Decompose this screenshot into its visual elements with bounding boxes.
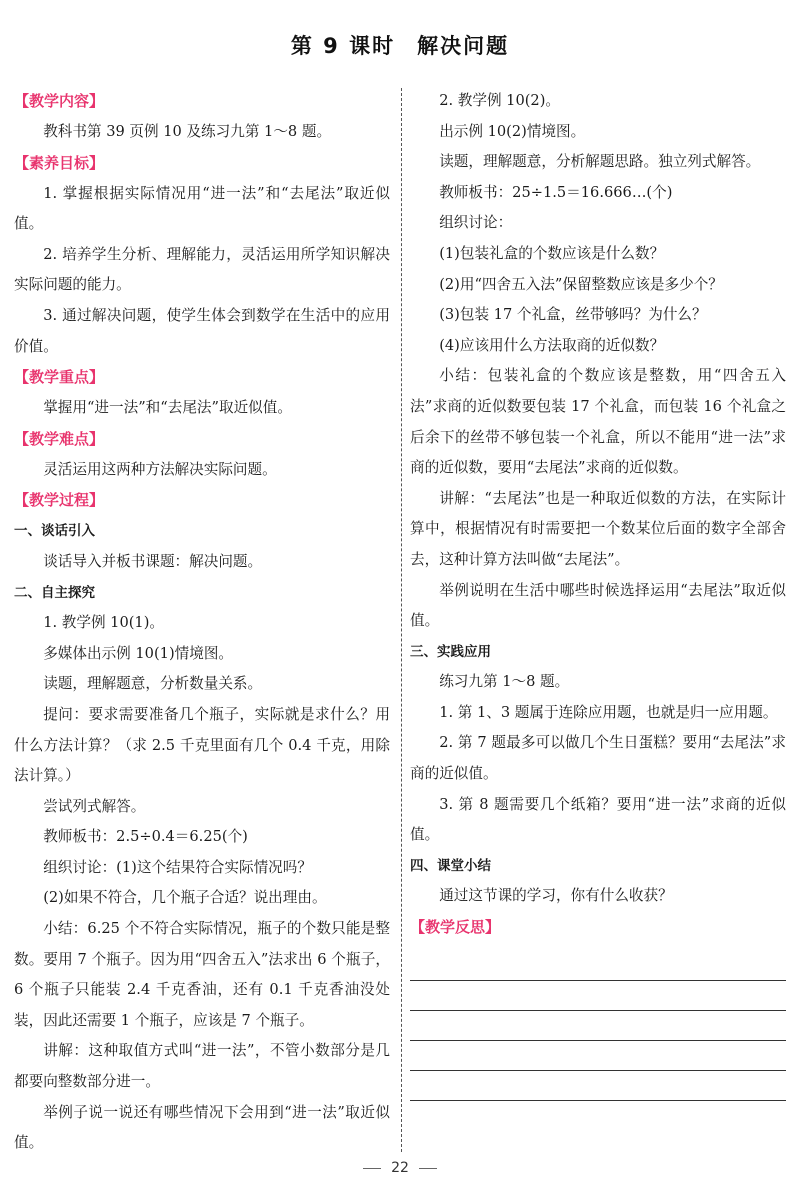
column-divider <box>401 88 402 1152</box>
subheading-explore: 二、自主探究 <box>14 584 95 601</box>
section-heading-reflection: 【教学反思】 <box>410 918 501 937</box>
goal-item: 2. 培养学生分析、理解能力，灵活运用所学知识解决实际问题的能力。 <box>14 245 390 294</box>
paragraph: (3)包装 17 个礼盒，丝带够吗？为什么？ <box>439 306 707 324</box>
paragraph: 讲解：这种取值方式叫“进一法”，不管小数部分是几都要向整数部分进一。 <box>14 1042 390 1091</box>
difficulties-text: 灵活运用这两种方法解决实际问题。 <box>43 460 277 478</box>
writing-line <box>410 1041 786 1071</box>
paragraph: 3. 第 8 题需要几个纸箱？要用“进一法”求商的近似值。 <box>410 795 786 844</box>
content-text: 教科书第 39 页例 10 及练习九第 1～8 题。 <box>43 123 332 140</box>
paragraph: 教师板书：25÷1.5＝16.666…(个) <box>439 183 673 201</box>
section-heading-difficulties: 【教学难点】 <box>14 429 105 448</box>
section-heading-key-points: 【教学重点】 <box>14 368 105 387</box>
section-heading-goals: 【素养目标】 <box>14 153 105 172</box>
paragraph: 出示例 10(2)情境图。 <box>439 122 586 140</box>
paragraph: 读题，理解题意，分析数量关系。 <box>43 675 263 693</box>
paragraph: 谈话导入并板书课题：解决问题。 <box>43 552 263 570</box>
paragraph: 小结：6.25 个不符合实际情况，瓶子的个数只能是整数。要用 7 个瓶子。因为用“四舍五入”法求出 6 个瓶子，6 个瓶子只能装 2.4 千克香油，还有 0.1 千克香油没处装，因此还需要 1 个瓶子，应该是 7 个瓶子。 <box>14 920 390 1029</box>
subheading-practice: 三、实践应用 <box>410 643 491 660</box>
writing-line <box>410 981 786 1011</box>
paragraph: 多媒体出示例 10(1)情境图。 <box>43 644 234 662</box>
paragraph: 提问：要求需要准备几个瓶子，实际就是求什么？用什么方法计算？（求 2.5 千克里面有几个 0.4 千克，用除法计算。） <box>14 705 390 785</box>
paragraph: 尝试列式解答。 <box>43 797 146 815</box>
lesson-topic: 解决问题 <box>417 34 510 58</box>
key-points-text: 掌握用“进一法”和“去尾法”取近似值。 <box>43 399 292 417</box>
page-title <box>0 30 800 60</box>
paragraph: 举例说明在生活中哪些时候选择运用“去尾法”取近似值。 <box>410 581 786 630</box>
paragraph: 通过这节课的学习，你有什么收获？ <box>439 887 673 905</box>
paragraph: 组织讨论： <box>439 214 513 232</box>
subheading-intro: 一、谈话引入 <box>14 523 95 540</box>
paragraph: 讲解：“去尾法”也是一种取近似数的方法，在实际计算中，根据情况有时需要把一个数某位后面的数字全部舍去，这种计算方法叫做“去尾法”。 <box>410 489 786 568</box>
paragraph: (4)应该用什么方法取商的近似数？ <box>439 336 665 354</box>
paragraph: 2. 教学例 10(2)。 <box>439 92 561 109</box>
page-number-value: 22 <box>391 1160 409 1176</box>
writing-line <box>410 951 786 981</box>
paragraph: 举例子说一说还有哪些情况下会用到“进一法”取近似值。 <box>14 1103 390 1152</box>
paragraph: (2)用“四舍五入法”保留整数应该是多少个？ <box>439 275 723 293</box>
section-heading-content: 【教学内容】 <box>14 92 105 110</box>
paragraph: 教师板书：2.5÷0.4＝6.25(个) <box>43 828 248 846</box>
paragraph: 2. 第 7 题最多可以做几个生日蛋糕？要用“去尾法”求商的近似值。 <box>410 734 786 783</box>
paragraph: 1. 第 1、3 题属于连除应用题，也就是归一应用题。 <box>439 703 778 721</box>
paragraph: 读题，理解题意，分析解题思路。独立列式解答。 <box>439 153 761 171</box>
writing-line <box>410 1071 786 1101</box>
goal-item: 1. 掌握根据实际情况用“进一法”和“去尾法”取近似值。 <box>14 184 390 233</box>
reflection-writing-lines <box>410 951 786 1101</box>
left-column <box>14 86 390 1159</box>
goal-item: 3. 通过解决问题，使学生体会到数学在生活中的应用价值。 <box>14 306 390 355</box>
paragraph: 小结：包装礼盒的个数应该是整数，用“四舍五入法”求商的近似数要包装 17 个礼盒，而包装 16 个礼盒之后余下的丝带不够包装一个礼盒，所以不能用“进一法”求商的近似数，要用“去尾法”求商的近似数。 <box>410 367 786 477</box>
writing-line <box>410 1011 786 1041</box>
paragraph: (2)如果不符合，几个瓶子合适？说出理由。 <box>43 889 327 907</box>
subheading-summary: 四、课堂小结 <box>410 857 491 874</box>
paragraph: 练习九第 1～8 题。 <box>439 673 570 691</box>
right-column <box>410 86 786 1101</box>
page-number <box>0 1160 800 1176</box>
lesson-number: 第 9 课时 <box>290 34 396 58</box>
paragraph: 组织讨论：(1)这个结果符合实际情况吗？ <box>43 858 312 876</box>
paragraph: (1)包装礼盒的个数应该是什么数？ <box>439 244 665 262</box>
section-heading-process: 【教学过程】 <box>14 491 105 510</box>
paragraph: 1. 教学例 10(1)。 <box>43 614 165 632</box>
